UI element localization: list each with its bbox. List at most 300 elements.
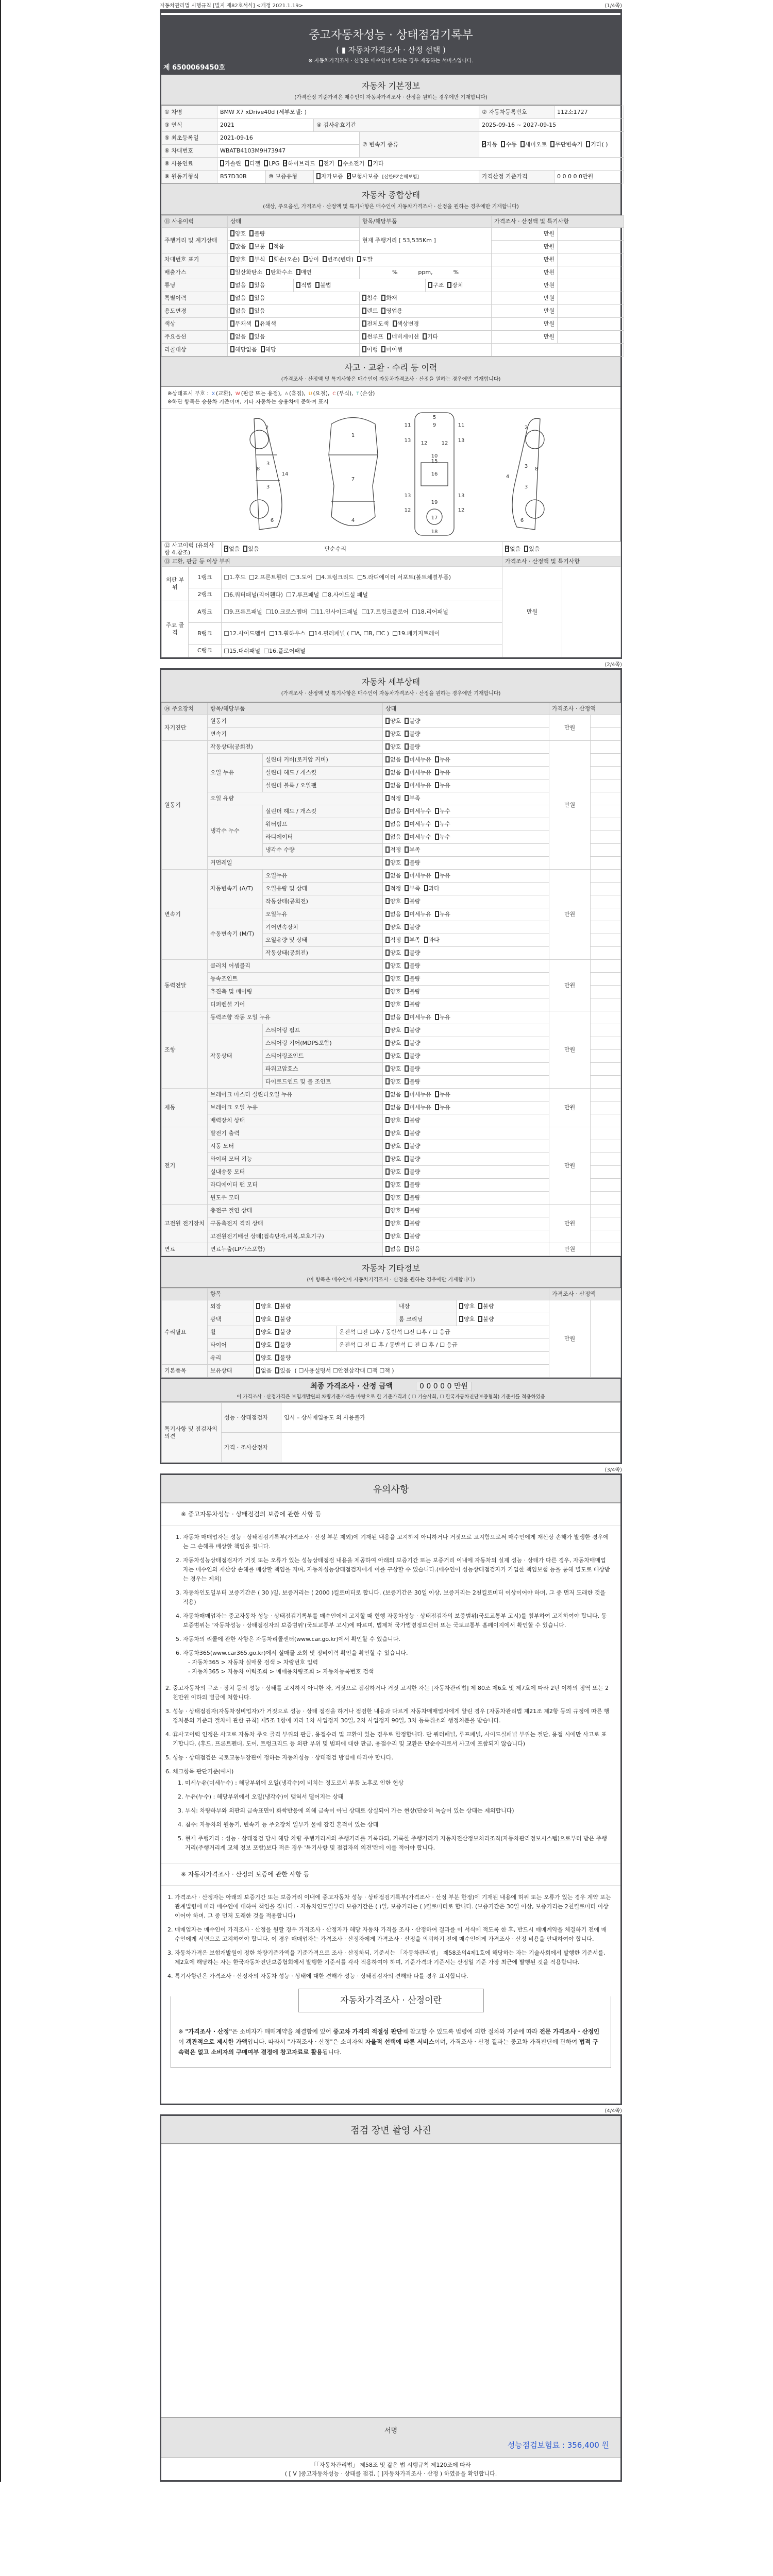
checkbox-option[interactable] bbox=[255, 320, 276, 327]
checkbox[interactable] bbox=[385, 1014, 390, 1020]
checkbox-option[interactable] bbox=[381, 346, 402, 353]
checkbox-option[interactable] bbox=[405, 1168, 420, 1175]
checkbox-option[interactable] bbox=[385, 1220, 401, 1227]
checkbox[interactable] bbox=[362, 346, 366, 352]
checkbox-option[interactable] bbox=[424, 885, 440, 892]
checkbox[interactable] bbox=[478, 1316, 482, 1322]
checkbox[interactable] bbox=[224, 649, 229, 653]
checkbox-option[interactable] bbox=[385, 1156, 401, 1162]
checkbox[interactable] bbox=[405, 885, 409, 891]
checkbox[interactable] bbox=[586, 141, 590, 147]
checkbox-option[interactable] bbox=[385, 1053, 401, 1059]
checkbox[interactable] bbox=[256, 1342, 260, 1348]
checkbox[interactable] bbox=[385, 731, 390, 737]
checkbox-option[interactable] bbox=[368, 160, 383, 167]
checkbox-option[interactable] bbox=[405, 872, 431, 879]
checkbox-option[interactable] bbox=[385, 872, 401, 879]
checkbox[interactable] bbox=[249, 575, 254, 580]
checkbox-option[interactable] bbox=[405, 1104, 431, 1111]
part-option[interactable] bbox=[287, 591, 319, 598]
checkbox[interactable] bbox=[435, 1014, 439, 1020]
checkbox[interactable] bbox=[309, 631, 314, 636]
checkbox-option[interactable] bbox=[385, 1194, 401, 1201]
checkbox[interactable] bbox=[435, 911, 439, 917]
checkbox[interactable] bbox=[405, 1117, 409, 1123]
checkbox-option[interactable] bbox=[249, 295, 265, 301]
checkbox[interactable] bbox=[255, 320, 259, 327]
checkbox-option[interactable] bbox=[387, 333, 419, 340]
checkbox[interactable] bbox=[381, 308, 385, 314]
checkbox-option[interactable] bbox=[385, 1014, 401, 1021]
checkbox-option[interactable] bbox=[385, 846, 401, 853]
checkbox[interactable] bbox=[459, 1316, 463, 1322]
checkbox[interactable] bbox=[264, 649, 268, 653]
checkbox[interactable] bbox=[385, 988, 390, 994]
checkbox-option[interactable] bbox=[405, 821, 431, 827]
checkbox[interactable] bbox=[275, 1329, 279, 1335]
checkbox-option[interactable] bbox=[269, 243, 284, 250]
checkbox[interactable] bbox=[393, 320, 397, 327]
checkbox[interactable] bbox=[385, 885, 390, 891]
checkbox-option[interactable] bbox=[381, 308, 402, 314]
checkbox[interactable] bbox=[405, 846, 409, 853]
checkbox[interactable] bbox=[224, 609, 229, 614]
checkbox[interactable] bbox=[482, 141, 486, 147]
checkbox[interactable] bbox=[405, 859, 409, 866]
checkbox[interactable] bbox=[385, 795, 390, 801]
checkbox-option[interactable] bbox=[385, 1117, 401, 1124]
checkbox[interactable] bbox=[405, 962, 409, 969]
checkbox[interactable] bbox=[435, 756, 439, 762]
checkbox[interactable] bbox=[385, 821, 390, 827]
checkbox[interactable] bbox=[478, 1303, 482, 1309]
checkbox-option[interactable] bbox=[245, 160, 260, 167]
checkbox[interactable] bbox=[405, 834, 409, 840]
checkbox[interactable] bbox=[283, 160, 287, 166]
checkbox[interactable] bbox=[385, 1065, 390, 1072]
checkbox-option[interactable] bbox=[435, 1091, 450, 1098]
checkbox[interactable] bbox=[385, 1027, 390, 1033]
checkbox-option[interactable] bbox=[405, 1130, 420, 1137]
checkbox-option[interactable] bbox=[405, 743, 420, 750]
checkbox-option[interactable] bbox=[264, 160, 279, 167]
checkbox[interactable] bbox=[550, 141, 554, 147]
checkbox[interactable] bbox=[362, 308, 366, 314]
checkbox-option[interactable] bbox=[275, 1303, 291, 1310]
checkbox-option[interactable] bbox=[423, 333, 438, 340]
checkbox-option[interactable] bbox=[405, 1220, 420, 1227]
checkbox[interactable] bbox=[256, 1367, 260, 1374]
checkbox[interactable] bbox=[224, 575, 229, 580]
checkbox-option[interactable] bbox=[482, 141, 497, 148]
checkbox-option[interactable] bbox=[405, 1181, 420, 1188]
checkbox[interactable] bbox=[224, 546, 228, 552]
checkbox[interactable] bbox=[405, 1246, 409, 1252]
checkbox[interactable] bbox=[264, 160, 268, 166]
checkbox[interactable] bbox=[323, 256, 327, 262]
checkbox-option[interactable] bbox=[275, 1354, 291, 1361]
checkbox[interactable] bbox=[405, 950, 409, 956]
checkbox[interactable] bbox=[249, 333, 254, 340]
checkbox-option[interactable] bbox=[405, 1027, 420, 1033]
checkbox-option[interactable] bbox=[385, 1168, 401, 1175]
checkbox[interactable] bbox=[249, 243, 254, 249]
checkbox[interactable] bbox=[405, 1181, 409, 1188]
checkbox-option[interactable] bbox=[385, 1027, 401, 1033]
checkbox-option[interactable] bbox=[362, 346, 378, 353]
checkbox[interactable] bbox=[393, 631, 397, 636]
checkbox-option[interactable] bbox=[405, 988, 420, 995]
checkbox[interactable] bbox=[230, 333, 234, 340]
checkbox-option[interactable] bbox=[230, 256, 246, 263]
checkbox[interactable] bbox=[249, 256, 254, 262]
checkbox[interactable] bbox=[316, 173, 321, 179]
checkbox[interactable] bbox=[385, 769, 390, 775]
part-option[interactable] bbox=[323, 591, 368, 598]
checkbox[interactable] bbox=[412, 609, 417, 614]
part-option[interactable] bbox=[264, 648, 306, 654]
checkbox[interactable] bbox=[405, 1078, 409, 1084]
checkbox-option[interactable] bbox=[435, 1104, 450, 1111]
checkbox-option[interactable] bbox=[435, 756, 450, 763]
part-option[interactable] bbox=[224, 574, 246, 581]
checkbox-option[interactable] bbox=[385, 769, 401, 776]
checkbox[interactable] bbox=[381, 346, 385, 352]
checkbox[interactable] bbox=[266, 609, 271, 614]
checkbox-option[interactable] bbox=[405, 924, 420, 930]
checkbox[interactable] bbox=[405, 988, 409, 994]
checkbox[interactable] bbox=[385, 1220, 390, 1226]
checkbox-option[interactable] bbox=[315, 282, 331, 289]
checkbox[interactable] bbox=[230, 256, 234, 262]
checkbox[interactable] bbox=[347, 173, 351, 179]
checkbox-option[interactable] bbox=[405, 808, 431, 815]
checkbox[interactable] bbox=[385, 718, 390, 724]
checkbox[interactable] bbox=[316, 575, 321, 580]
checkbox-option[interactable] bbox=[296, 282, 312, 289]
checkbox[interactable] bbox=[405, 1168, 409, 1175]
part-option[interactable] bbox=[266, 608, 308, 615]
checkbox[interactable] bbox=[275, 1342, 279, 1348]
checkbox-option[interactable] bbox=[230, 243, 246, 250]
checkbox[interactable] bbox=[385, 1001, 390, 1007]
checkbox-option[interactable] bbox=[249, 243, 265, 250]
checkbox-option[interactable] bbox=[459, 1303, 475, 1310]
checkbox-option[interactable] bbox=[385, 782, 401, 789]
checkbox[interactable] bbox=[385, 834, 390, 840]
checkbox-option[interactable] bbox=[405, 1065, 420, 1072]
checkbox[interactable] bbox=[385, 1040, 390, 1046]
checkbox-option[interactable] bbox=[405, 718, 420, 724]
part-option[interactable] bbox=[393, 630, 440, 637]
checkbox-option[interactable] bbox=[435, 821, 450, 827]
checkbox-option[interactable] bbox=[405, 1014, 431, 1021]
checkbox[interactable] bbox=[405, 1001, 409, 1007]
checkbox-option[interactable] bbox=[550, 141, 582, 148]
checkbox[interactable] bbox=[230, 282, 234, 288]
checkbox[interactable] bbox=[256, 1316, 260, 1322]
checkbox-option[interactable] bbox=[256, 1316, 272, 1323]
checkbox[interactable] bbox=[381, 295, 385, 301]
checkbox[interactable] bbox=[275, 1367, 279, 1374]
checkbox[interactable] bbox=[405, 975, 409, 981]
checkbox-option[interactable] bbox=[405, 1246, 420, 1252]
checkbox-option[interactable] bbox=[405, 1143, 420, 1149]
checkbox[interactable] bbox=[520, 141, 525, 147]
checkbox-option[interactable] bbox=[385, 1233, 401, 1240]
checkbox[interactable] bbox=[323, 592, 327, 597]
checkbox[interactable] bbox=[385, 1207, 390, 1213]
checkbox-option[interactable] bbox=[261, 346, 276, 353]
checkbox-option[interactable] bbox=[249, 230, 265, 237]
checkbox[interactable] bbox=[296, 269, 300, 275]
checkbox-option[interactable] bbox=[304, 256, 319, 263]
checkbox-option[interactable] bbox=[520, 141, 547, 148]
checkbox-option[interactable] bbox=[435, 1014, 450, 1021]
checkbox[interactable] bbox=[405, 1194, 409, 1200]
checkbox-option[interactable] bbox=[385, 1143, 401, 1149]
checkbox-option[interactable] bbox=[405, 1194, 420, 1201]
checkbox-option[interactable] bbox=[435, 769, 450, 776]
checkbox[interactable] bbox=[385, 1078, 390, 1084]
checkbox-option[interactable] bbox=[385, 1001, 401, 1008]
checkbox[interactable] bbox=[423, 333, 427, 340]
checkbox[interactable] bbox=[435, 808, 439, 814]
checkbox-option[interactable] bbox=[405, 1156, 420, 1162]
checkbox-option[interactable] bbox=[220, 160, 241, 167]
checkbox[interactable] bbox=[362, 295, 366, 301]
checkbox[interactable] bbox=[385, 1053, 390, 1059]
checkbox-option[interactable] bbox=[405, 898, 420, 905]
checkbox-option[interactable] bbox=[385, 1040, 401, 1046]
checkbox-option[interactable] bbox=[435, 834, 450, 840]
checkbox-option[interactable] bbox=[405, 1078, 420, 1085]
checkbox-option[interactable] bbox=[230, 282, 246, 289]
checkbox-option[interactable] bbox=[428, 282, 444, 289]
checkbox-option[interactable] bbox=[385, 1065, 401, 1072]
part-option[interactable] bbox=[224, 591, 283, 598]
checkbox[interactable] bbox=[224, 592, 229, 597]
checkbox-option[interactable] bbox=[405, 1040, 420, 1046]
checkbox-option[interactable] bbox=[435, 872, 450, 879]
checkbox-option[interactable] bbox=[385, 885, 401, 892]
checkbox[interactable] bbox=[230, 308, 234, 314]
checkbox[interactable] bbox=[387, 333, 391, 340]
checkbox[interactable] bbox=[405, 872, 409, 878]
checkbox-option[interactable] bbox=[230, 333, 246, 340]
checkbox-option[interactable] bbox=[230, 346, 257, 353]
checkbox[interactable] bbox=[428, 282, 432, 288]
checkbox-option[interactable] bbox=[249, 256, 265, 263]
checkbox[interactable] bbox=[249, 308, 254, 314]
checkbox-option[interactable] bbox=[385, 950, 401, 956]
checkbox[interactable] bbox=[230, 269, 234, 275]
checkbox[interactable] bbox=[435, 834, 439, 840]
checkbox[interactable] bbox=[435, 821, 439, 827]
checkbox[interactable] bbox=[230, 346, 234, 352]
checkbox[interactable] bbox=[256, 1303, 260, 1309]
checkbox[interactable] bbox=[405, 1091, 409, 1097]
checkbox-option[interactable] bbox=[405, 962, 420, 969]
checkbox[interactable] bbox=[385, 911, 390, 917]
checkbox[interactable] bbox=[505, 546, 509, 552]
checkbox-option[interactable] bbox=[385, 743, 401, 750]
checkbox-option[interactable] bbox=[249, 333, 265, 340]
checkbox-option[interactable] bbox=[385, 834, 401, 840]
checkbox[interactable] bbox=[405, 795, 409, 801]
checkbox[interactable] bbox=[435, 782, 439, 788]
checkbox-option[interactable] bbox=[269, 256, 300, 263]
checkbox-option[interactable] bbox=[385, 1078, 401, 1085]
checkbox[interactable] bbox=[385, 1194, 390, 1200]
checkbox[interactable] bbox=[385, 846, 390, 853]
checkbox[interactable] bbox=[385, 924, 390, 930]
checkbox-option[interactable] bbox=[381, 295, 397, 301]
checkbox-option[interactable] bbox=[501, 141, 516, 148]
checkbox-option[interactable] bbox=[405, 937, 420, 943]
checkbox-option[interactable] bbox=[230, 308, 246, 314]
checkbox-option[interactable] bbox=[405, 834, 431, 840]
checkbox[interactable] bbox=[424, 885, 428, 891]
checkbox[interactable] bbox=[435, 1091, 439, 1097]
checkbox-option[interactable] bbox=[435, 782, 450, 789]
checkbox[interactable] bbox=[385, 782, 390, 788]
checkbox[interactable] bbox=[270, 631, 274, 636]
checkbox[interactable] bbox=[385, 937, 390, 943]
checkbox-option[interactable] bbox=[243, 546, 259, 552]
checkbox[interactable] bbox=[405, 1130, 409, 1136]
checkbox[interactable] bbox=[405, 1065, 409, 1072]
checkbox[interactable] bbox=[385, 1181, 390, 1188]
checkbox-option[interactable] bbox=[435, 911, 450, 918]
checkbox[interactable] bbox=[385, 1156, 390, 1162]
checkbox-option[interactable] bbox=[405, 731, 420, 737]
checkbox[interactable] bbox=[385, 1143, 390, 1149]
part-option[interactable] bbox=[362, 608, 409, 615]
checkbox-option[interactable] bbox=[385, 898, 401, 905]
checkbox[interactable] bbox=[249, 282, 254, 288]
checkbox[interactable] bbox=[405, 1207, 409, 1213]
checkbox-option[interactable] bbox=[230, 230, 246, 237]
checkbox-option[interactable] bbox=[385, 1104, 401, 1111]
checkbox[interactable] bbox=[385, 950, 390, 956]
checkbox-option[interactable] bbox=[319, 160, 334, 167]
checkbox-option[interactable] bbox=[405, 795, 420, 802]
checkbox-option[interactable] bbox=[405, 1117, 420, 1124]
checkbox-option[interactable] bbox=[385, 718, 401, 724]
checkbox[interactable] bbox=[424, 937, 428, 943]
checkbox-option[interactable] bbox=[275, 1316, 291, 1323]
checkbox-option[interactable] bbox=[230, 295, 246, 301]
checkbox[interactable] bbox=[385, 1130, 390, 1136]
checkbox-option[interactable] bbox=[256, 1342, 272, 1348]
checkbox[interactable] bbox=[405, 1053, 409, 1059]
checkbox-option[interactable] bbox=[405, 885, 420, 892]
checkbox[interactable] bbox=[261, 346, 265, 352]
checkbox[interactable] bbox=[385, 1104, 390, 1110]
checkbox[interactable] bbox=[385, 975, 390, 981]
part-option[interactable] bbox=[224, 648, 260, 654]
part-option[interactable] bbox=[311, 608, 358, 615]
checkbox-option[interactable] bbox=[385, 962, 401, 969]
checkbox[interactable] bbox=[220, 160, 224, 166]
checkbox-option[interactable] bbox=[524, 546, 540, 552]
checkbox[interactable] bbox=[245, 160, 249, 166]
checkbox-option[interactable] bbox=[393, 320, 419, 327]
checkbox-option[interactable] bbox=[385, 975, 401, 982]
checkbox-option[interactable] bbox=[435, 808, 450, 815]
checkbox[interactable] bbox=[362, 609, 366, 614]
checkbox-option[interactable] bbox=[249, 282, 265, 289]
checkbox[interactable] bbox=[405, 937, 409, 943]
checkbox[interactable] bbox=[368, 160, 372, 166]
checkbox[interactable] bbox=[230, 295, 234, 301]
checkbox-option[interactable] bbox=[405, 1053, 420, 1059]
checkbox[interactable] bbox=[230, 320, 234, 327]
checkbox-option[interactable] bbox=[316, 173, 343, 180]
checkbox[interactable] bbox=[275, 1303, 279, 1309]
checkbox-option[interactable] bbox=[405, 782, 431, 789]
checkbox[interactable] bbox=[435, 1104, 439, 1110]
checkbox[interactable] bbox=[319, 160, 323, 166]
checkbox-option[interactable] bbox=[405, 769, 431, 776]
checkbox-option[interactable] bbox=[296, 269, 312, 276]
checkbox[interactable] bbox=[405, 1156, 409, 1162]
checkbox[interactable] bbox=[385, 743, 390, 750]
checkbox-option[interactable] bbox=[405, 859, 420, 866]
checkbox-option[interactable] bbox=[478, 1303, 494, 1310]
checkbox-option[interactable] bbox=[224, 546, 240, 552]
checkbox[interactable] bbox=[405, 756, 409, 762]
checkbox[interactable] bbox=[385, 1246, 390, 1252]
checkbox-option[interactable] bbox=[362, 320, 389, 327]
checkbox[interactable] bbox=[230, 243, 234, 249]
checkbox[interactable] bbox=[435, 769, 439, 775]
checkbox[interactable] bbox=[315, 282, 320, 288]
checkbox-option[interactable] bbox=[362, 295, 378, 301]
part-option[interactable] bbox=[358, 574, 451, 581]
checkbox-option[interactable] bbox=[323, 256, 354, 263]
checkbox-option[interactable] bbox=[385, 859, 401, 866]
checkbox[interactable] bbox=[385, 1117, 390, 1123]
checkbox-option[interactable] bbox=[385, 1091, 401, 1098]
checkbox-option[interactable] bbox=[385, 731, 401, 737]
checkbox[interactable] bbox=[362, 333, 366, 340]
part-option[interactable] bbox=[270, 630, 306, 637]
checkbox-option[interactable] bbox=[586, 141, 608, 148]
checkbox[interactable] bbox=[405, 1233, 409, 1239]
checkbox-option[interactable] bbox=[447, 282, 463, 289]
part-option[interactable] bbox=[316, 574, 354, 581]
checkbox[interactable] bbox=[405, 1143, 409, 1149]
checkbox[interactable] bbox=[249, 230, 254, 236]
checkbox-option[interactable] bbox=[405, 1207, 420, 1214]
checkbox[interactable] bbox=[405, 718, 409, 724]
checkbox-option[interactable] bbox=[266, 269, 293, 276]
checkbox[interactable] bbox=[385, 859, 390, 866]
checkbox[interactable] bbox=[269, 243, 273, 249]
checkbox[interactable] bbox=[287, 592, 291, 597]
checkbox-option[interactable] bbox=[275, 1329, 291, 1335]
checkbox[interactable] bbox=[304, 256, 308, 262]
checkbox[interactable] bbox=[447, 282, 451, 288]
checkbox-option[interactable] bbox=[338, 160, 365, 167]
checkbox[interactable] bbox=[385, 898, 390, 904]
checkbox[interactable] bbox=[405, 1027, 409, 1033]
checkbox-option[interactable] bbox=[405, 756, 431, 763]
checkbox-option[interactable] bbox=[385, 988, 401, 995]
checkbox-option[interactable] bbox=[385, 1130, 401, 1137]
